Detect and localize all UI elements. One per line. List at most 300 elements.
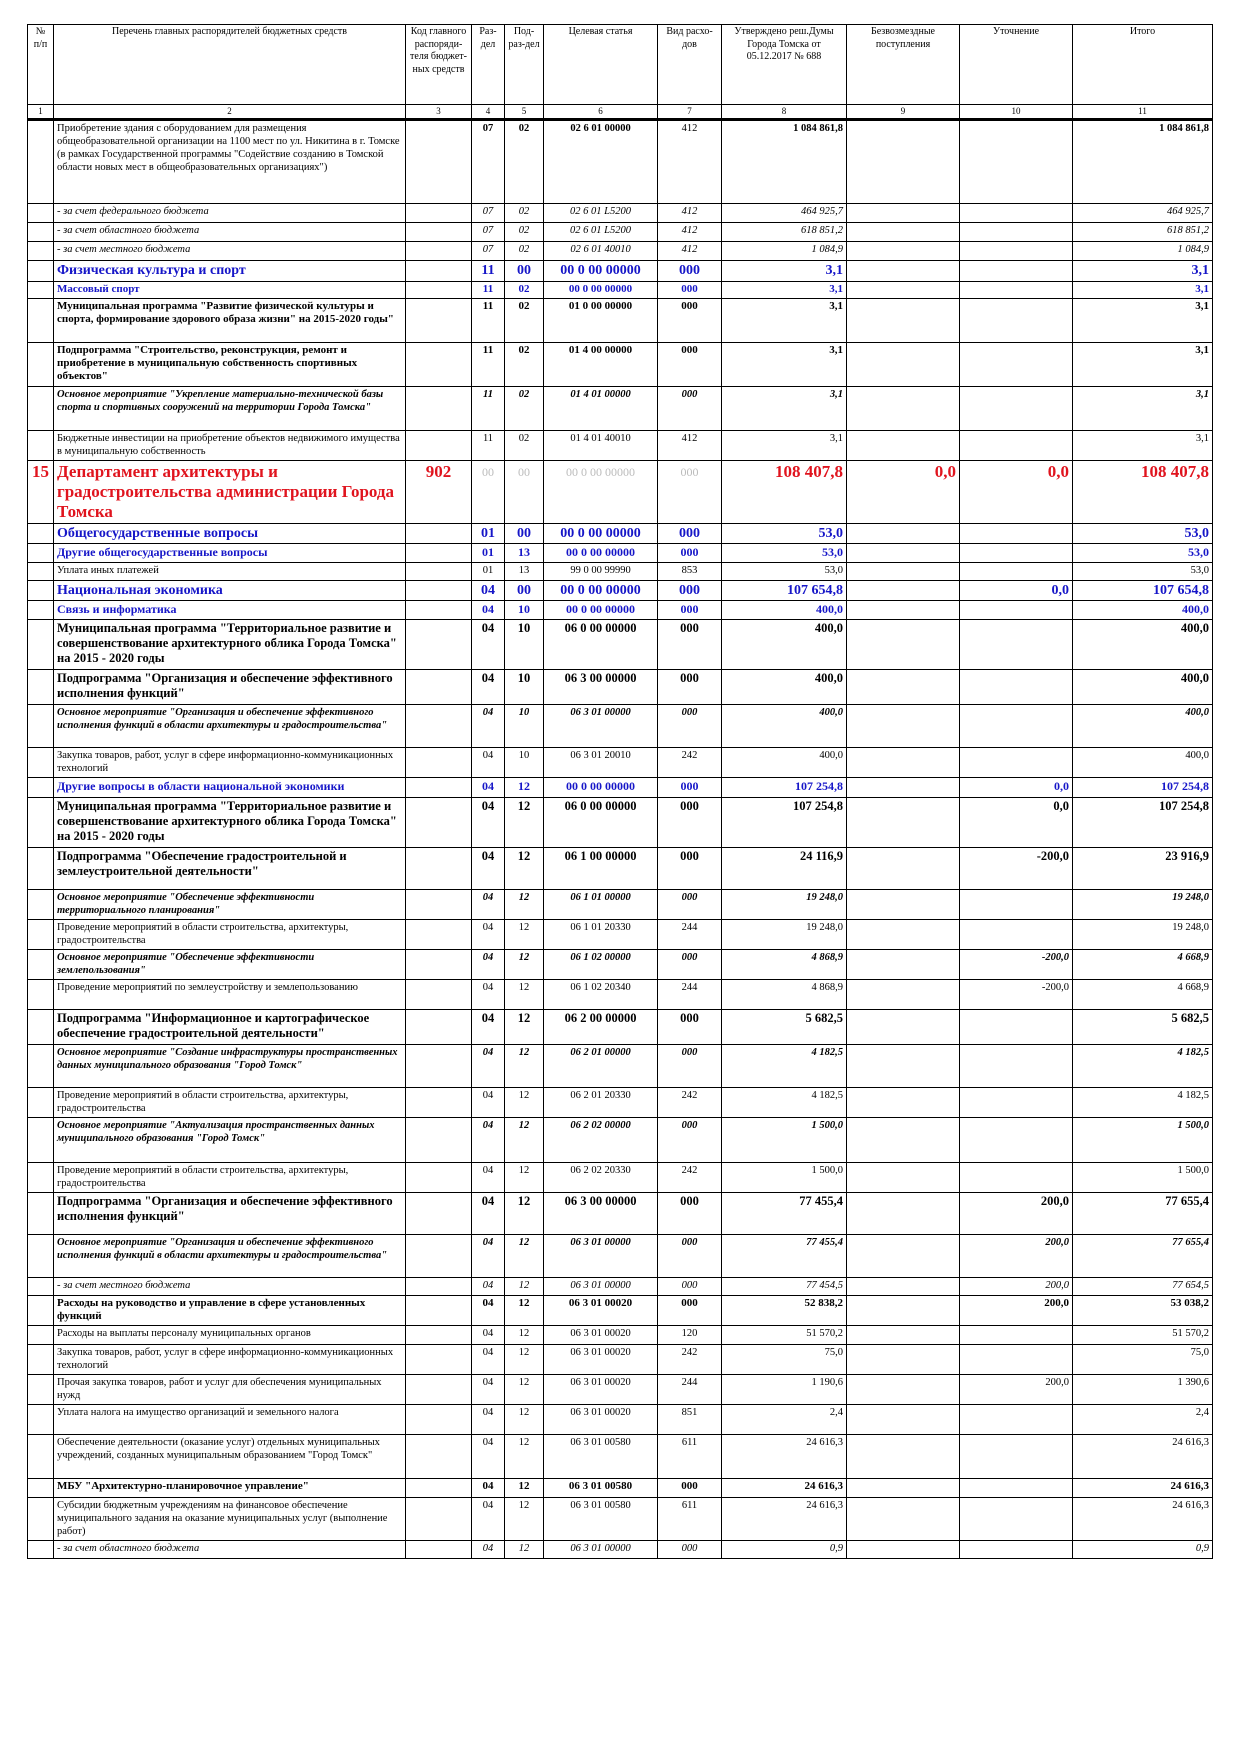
row-clarification xyxy=(960,242,1073,261)
row-expense-type: 000 xyxy=(658,778,722,798)
row-section: 04 xyxy=(472,848,505,890)
row-target-article: 06 2 00 00000 xyxy=(544,1010,658,1045)
table-row xyxy=(28,748,1213,778)
row-subsection: 12 xyxy=(505,1375,544,1405)
row-target-article: 01 0 00 00000 xyxy=(544,299,658,343)
row-subsection: 12 xyxy=(505,1345,544,1375)
row-number xyxy=(28,890,54,920)
row-gratuitous xyxy=(847,1345,960,1375)
row-approved: 400,0 xyxy=(722,748,847,778)
row-expense-type: 000 xyxy=(658,950,722,980)
table-row xyxy=(28,798,1213,848)
row-number xyxy=(28,798,54,848)
row-manager-code xyxy=(406,343,472,387)
row-manager-code xyxy=(406,1088,472,1118)
row-section: 04 xyxy=(472,1163,505,1193)
table-row xyxy=(28,950,1213,980)
row-section: 04 xyxy=(472,1088,505,1118)
table-row xyxy=(28,343,1213,387)
row-name: Основное мероприятие "Обеспечение эффективности территориального планирования" xyxy=(54,890,406,920)
row-subsection: 02 xyxy=(505,120,544,204)
row-target-article: 06 2 01 20330 xyxy=(544,1088,658,1118)
row-subsection: 02 xyxy=(505,299,544,343)
row-gratuitous xyxy=(847,1278,960,1296)
row-clarification xyxy=(960,1326,1073,1345)
row-approved: 3,1 xyxy=(722,343,847,387)
row-target-article: 06 0 00 00000 xyxy=(544,798,658,848)
table-row xyxy=(28,1010,1213,1045)
table-row xyxy=(28,705,1213,748)
row-expense-type: 000 xyxy=(658,581,722,601)
row-gratuitous xyxy=(847,1235,960,1278)
row-name: - за счет местного бюджета xyxy=(54,1278,406,1296)
row-expense-type: 000 xyxy=(658,1045,722,1088)
row-gratuitous xyxy=(847,1088,960,1118)
row-subsection: 12 xyxy=(505,890,544,920)
row-name: Общегосударственные вопросы xyxy=(54,524,406,544)
row-name: Проведение мероприятий в области строительства, архитектуры, градостроительства xyxy=(54,920,406,950)
row-number xyxy=(28,620,54,670)
row-gratuitous xyxy=(847,1118,960,1163)
row-gratuitous xyxy=(847,950,960,980)
row-target-article: 01 4 01 00000 xyxy=(544,387,658,431)
row-target-article: 06 3 01 00020 xyxy=(544,1326,658,1345)
row-expense-type: 000 xyxy=(658,387,722,431)
row-gratuitous xyxy=(847,1405,960,1435)
row-total: 400,0 xyxy=(1073,705,1213,748)
row-number xyxy=(28,1118,54,1163)
row-target-article: 06 3 01 20010 xyxy=(544,748,658,778)
row-manager-code xyxy=(406,848,472,890)
row-manager-code xyxy=(406,1326,472,1345)
row-approved: 4 182,5 xyxy=(722,1088,847,1118)
row-expense-type: 000 xyxy=(658,848,722,890)
row-approved: 3,1 xyxy=(722,261,847,282)
row-approved: 0,9 xyxy=(722,1541,847,1559)
table-row xyxy=(28,1405,1213,1435)
row-manager-code xyxy=(406,544,472,563)
row-approved: 107 254,8 xyxy=(722,798,847,848)
row-name: Расходы на руководство и управление в сфере установленных функций xyxy=(54,1296,406,1326)
row-expense-type: 000 xyxy=(658,1235,722,1278)
row-subsection: 12 xyxy=(505,920,544,950)
table-row xyxy=(28,1163,1213,1193)
row-number xyxy=(28,950,54,980)
row-expense-type: 000 xyxy=(658,1278,722,1296)
row-expense-type: 412 xyxy=(658,120,722,204)
row-gratuitous xyxy=(847,1010,960,1045)
row-target-article: 02 6 01 40010 xyxy=(544,242,658,261)
row-subsection: 12 xyxy=(505,1088,544,1118)
table-row xyxy=(28,461,1213,524)
row-approved: 4 868,9 xyxy=(722,980,847,1010)
row-gratuitous xyxy=(847,1193,960,1235)
table-row xyxy=(28,601,1213,620)
row-target-article: 06 3 01 00580 xyxy=(544,1479,658,1498)
row-subsection: 12 xyxy=(505,778,544,798)
row-approved: 108 407,8 xyxy=(722,461,847,524)
row-total: 53,0 xyxy=(1073,563,1213,581)
row-section: 11 xyxy=(472,343,505,387)
row-approved: 24 616,3 xyxy=(722,1498,847,1541)
row-number: 15 xyxy=(28,461,54,524)
row-clarification xyxy=(960,223,1073,242)
row-expense-type: 242 xyxy=(658,1345,722,1375)
row-total: 24 616,3 xyxy=(1073,1435,1213,1479)
row-target-article: 00 0 00 00000 xyxy=(544,261,658,282)
row-name: Подпрограмма "Организация и обеспечение эффективного исполнения функций" xyxy=(54,670,406,705)
row-manager-code xyxy=(406,1296,472,1326)
row-approved: 618 851,2 xyxy=(722,223,847,242)
row-section: 04 xyxy=(472,798,505,848)
row-expense-type: 244 xyxy=(658,980,722,1010)
row-total: 108 407,8 xyxy=(1073,461,1213,524)
row-approved: 400,0 xyxy=(722,601,847,620)
row-subsection: 12 xyxy=(505,1479,544,1498)
row-section: 04 xyxy=(472,1235,505,1278)
row-gratuitous xyxy=(847,282,960,299)
row-subsection: 12 xyxy=(505,950,544,980)
row-manager-code xyxy=(406,1375,472,1405)
row-target-article: 00 0 00 00000 xyxy=(544,461,658,524)
row-total: 23 916,9 xyxy=(1073,848,1213,890)
row-number xyxy=(28,1278,54,1296)
row-approved: 2,4 xyxy=(722,1405,847,1435)
row-expense-type: 242 xyxy=(658,748,722,778)
row-approved: 107 654,8 xyxy=(722,581,847,601)
table-row xyxy=(28,1296,1213,1326)
row-expense-type: 244 xyxy=(658,920,722,950)
row-target-article: 06 1 02 00000 xyxy=(544,950,658,980)
row-subsection: 10 xyxy=(505,670,544,705)
header-number: № п/п xyxy=(28,25,54,105)
row-target-article: 06 3 00 00000 xyxy=(544,670,658,705)
row-gratuitous xyxy=(847,223,960,242)
row-gratuitous xyxy=(847,920,960,950)
row-clarification xyxy=(960,204,1073,223)
row-section: 04 xyxy=(472,1326,505,1345)
table-row xyxy=(28,581,1213,601)
row-expense-type: 000 xyxy=(658,461,722,524)
row-approved: 19 248,0 xyxy=(722,920,847,950)
row-target-article: 01 4 00 00000 xyxy=(544,343,658,387)
row-name: Уплата иных платежей xyxy=(54,563,406,581)
row-manager-code xyxy=(406,524,472,544)
row-name: МБУ "Архитектурно-планировочное управление" xyxy=(54,1479,406,1498)
row-number xyxy=(28,670,54,705)
row-section: 01 xyxy=(472,544,505,563)
header-section: Раз-дел xyxy=(472,25,505,105)
row-name: Приобретение здания с оборудованием для размещения общеобразовательной организации на 1100 мест по ул. Никитина в г. Томске (в рамках Государственной программы "Содействие созданию в Томской области новых мест в общеобразовательных организациях") xyxy=(54,120,406,204)
row-target-article: 06 3 01 00020 xyxy=(544,1296,658,1326)
row-approved: 24 616,3 xyxy=(722,1435,847,1479)
row-section: 04 xyxy=(472,1278,505,1296)
row-approved: 77 455,4 xyxy=(722,1235,847,1278)
row-section: 04 xyxy=(472,1296,505,1326)
colnum: 2 xyxy=(54,105,406,120)
row-expense-type: 000 xyxy=(658,705,722,748)
row-gratuitous xyxy=(847,1375,960,1405)
row-gratuitous xyxy=(847,431,960,461)
row-expense-type: 000 xyxy=(658,620,722,670)
row-approved: 3,1 xyxy=(722,299,847,343)
row-manager-code xyxy=(406,798,472,848)
row-expense-type: 000 xyxy=(658,1479,722,1498)
colnum: 3 xyxy=(406,105,472,120)
row-number xyxy=(28,1498,54,1541)
row-name: Муниципальная программа "Территориальное развитие и совершенствование архитектурного облика Города Томска" на 2015 - 2020 годы xyxy=(54,620,406,670)
row-target-article: 06 2 02 00000 xyxy=(544,1118,658,1163)
colnum: 9 xyxy=(847,105,960,120)
row-clarification: 200,0 xyxy=(960,1296,1073,1326)
row-expense-type: 000 xyxy=(658,282,722,299)
row-subsection: 12 xyxy=(505,1193,544,1235)
row-number xyxy=(28,581,54,601)
row-target-article: 06 2 02 20330 xyxy=(544,1163,658,1193)
row-target-article: 02 6 01 L5200 xyxy=(544,204,658,223)
row-expense-type: 412 xyxy=(658,242,722,261)
header-target-article: Целевая статья xyxy=(544,25,658,105)
row-approved: 3,1 xyxy=(722,387,847,431)
row-manager-code xyxy=(406,601,472,620)
row-total: 618 851,2 xyxy=(1073,223,1213,242)
row-approved: 1 084,9 xyxy=(722,242,847,261)
row-number xyxy=(28,1193,54,1235)
row-clarification xyxy=(960,282,1073,299)
row-subsection: 00 xyxy=(505,261,544,282)
row-name: Основное мероприятие "Создание инфраструктуры пространственных данных муниципального образования "Город Томск" xyxy=(54,1045,406,1088)
row-subsection: 10 xyxy=(505,601,544,620)
row-subsection: 12 xyxy=(505,1541,544,1559)
row-name: Основное мероприятие "Организация и обеспечение эффективного исполнения функций в области архитектуры и градостроительства" xyxy=(54,705,406,748)
row-manager-code xyxy=(406,223,472,242)
row-subsection: 10 xyxy=(505,705,544,748)
row-clarification xyxy=(960,1479,1073,1498)
row-clarification xyxy=(960,890,1073,920)
row-expense-type: 000 xyxy=(658,798,722,848)
row-total: 1 084,9 xyxy=(1073,242,1213,261)
row-gratuitous xyxy=(847,1435,960,1479)
row-gratuitous xyxy=(847,387,960,431)
row-total: 2,4 xyxy=(1073,1405,1213,1435)
row-target-article: 06 1 01 20330 xyxy=(544,920,658,950)
row-clarification xyxy=(960,705,1073,748)
table-row xyxy=(28,242,1213,261)
row-subsection: 12 xyxy=(505,1118,544,1163)
row-gratuitous xyxy=(847,544,960,563)
row-subsection: 02 xyxy=(505,223,544,242)
row-total: 3,1 xyxy=(1073,431,1213,461)
row-manager-code: 902 xyxy=(406,461,472,524)
row-number xyxy=(28,1010,54,1045)
row-total: 53 038,2 xyxy=(1073,1296,1213,1326)
table-row xyxy=(28,1118,1213,1163)
table-row xyxy=(28,1345,1213,1375)
table-row xyxy=(28,1193,1213,1235)
table-row xyxy=(28,387,1213,431)
table-row xyxy=(28,620,1213,670)
row-manager-code xyxy=(406,620,472,670)
row-total: 53,0 xyxy=(1073,544,1213,563)
row-total: 1 500,0 xyxy=(1073,1163,1213,1193)
row-clarification xyxy=(960,1435,1073,1479)
row-name: Проведение мероприятий по землеустройству и землепользованию xyxy=(54,980,406,1010)
row-name: Муниципальная программа "Территориальное развитие и совершенствование архитектурного облика Города Томска" на 2015 - 2020 годы xyxy=(54,798,406,848)
row-number xyxy=(28,848,54,890)
row-target-article: 06 1 00 00000 xyxy=(544,848,658,890)
row-manager-code xyxy=(406,1235,472,1278)
row-clarification: 0,0 xyxy=(960,581,1073,601)
row-clarification xyxy=(960,1498,1073,1541)
row-total: 400,0 xyxy=(1073,748,1213,778)
row-target-article: 06 3 01 00000 xyxy=(544,1541,658,1559)
row-section: 04 xyxy=(472,748,505,778)
row-subsection: 00 xyxy=(505,581,544,601)
row-section: 11 xyxy=(472,431,505,461)
column-number-row xyxy=(28,105,1213,120)
row-approved: 107 254,8 xyxy=(722,778,847,798)
row-total: 4 668,9 xyxy=(1073,950,1213,980)
row-gratuitous xyxy=(847,1045,960,1088)
row-subsection: 13 xyxy=(505,544,544,563)
row-number xyxy=(28,563,54,581)
row-number xyxy=(28,343,54,387)
row-section: 04 xyxy=(472,1375,505,1405)
row-subsection: 12 xyxy=(505,1278,544,1296)
row-approved: 1 500,0 xyxy=(722,1118,847,1163)
row-gratuitous xyxy=(847,1498,960,1541)
row-name: Другие общегосударственные вопросы xyxy=(54,544,406,563)
row-total: 3,1 xyxy=(1073,299,1213,343)
row-target-article: 06 0 00 00000 xyxy=(544,620,658,670)
row-approved: 75,0 xyxy=(722,1345,847,1375)
row-name: Закупка товаров, работ, услуг в сфере информационно-коммуникационных технологий xyxy=(54,1345,406,1375)
row-gratuitous xyxy=(847,601,960,620)
row-gratuitous xyxy=(847,798,960,848)
row-total: 400,0 xyxy=(1073,601,1213,620)
row-total: 4 668,9 xyxy=(1073,980,1213,1010)
row-approved: 1 084 861,8 xyxy=(722,120,847,204)
row-name: Основное мероприятие "Организация и обеспечение эффективного исполнения функций в области архитектуры и градостроительства" xyxy=(54,1235,406,1278)
row-approved: 24 116,9 xyxy=(722,848,847,890)
row-clarification: -200,0 xyxy=(960,980,1073,1010)
row-number xyxy=(28,282,54,299)
row-approved: 400,0 xyxy=(722,670,847,705)
row-total: 0,9 xyxy=(1073,1541,1213,1559)
row-approved: 52 838,2 xyxy=(722,1296,847,1326)
row-clarification xyxy=(960,431,1073,461)
table-row xyxy=(28,1045,1213,1088)
row-expense-type: 853 xyxy=(658,563,722,581)
row-approved: 464 925,7 xyxy=(722,204,847,223)
row-manager-code xyxy=(406,1278,472,1296)
row-name: Другие вопросы в области национальной экономики xyxy=(54,778,406,798)
row-name: Подпрограмма "Обеспечение градостроительной и землеустроительной деятельности" xyxy=(54,848,406,890)
row-number xyxy=(28,544,54,563)
row-gratuitous xyxy=(847,581,960,601)
row-section: 01 xyxy=(472,563,505,581)
row-number xyxy=(28,1541,54,1559)
row-subsection: 12 xyxy=(505,1435,544,1479)
row-section: 04 xyxy=(472,1193,505,1235)
row-manager-code xyxy=(406,890,472,920)
row-section: 07 xyxy=(472,242,505,261)
row-number xyxy=(28,1163,54,1193)
row-clarification xyxy=(960,120,1073,204)
row-subsection: 02 xyxy=(505,242,544,261)
header-gratuitous: Безвозмездные поступления xyxy=(847,25,960,105)
row-manager-code xyxy=(406,120,472,204)
row-clarification xyxy=(960,563,1073,581)
row-name: Основное мероприятие "Укрепление материально-технической базы спорта и спортивных сооружений на территории Города Томска" xyxy=(54,387,406,431)
row-approved: 3,1 xyxy=(722,282,847,299)
table-row xyxy=(28,1479,1213,1498)
row-name: Связь и информатика xyxy=(54,601,406,620)
row-expense-type: 120 xyxy=(658,1326,722,1345)
row-manager-code xyxy=(406,299,472,343)
row-expense-type: 000 xyxy=(658,1541,722,1559)
row-section: 11 xyxy=(472,299,505,343)
row-manager-code xyxy=(406,387,472,431)
row-approved: 24 616,3 xyxy=(722,1479,847,1498)
row-section: 04 xyxy=(472,1498,505,1541)
row-manager-code xyxy=(406,1010,472,1045)
row-section: 04 xyxy=(472,601,505,620)
row-total: 1 500,0 xyxy=(1073,1118,1213,1163)
row-subsection: 12 xyxy=(505,1296,544,1326)
row-manager-code xyxy=(406,581,472,601)
row-approved: 77 455,4 xyxy=(722,1193,847,1235)
row-target-article: 06 1 02 20340 xyxy=(544,980,658,1010)
row-subsection: 12 xyxy=(505,1405,544,1435)
row-total: 3,1 xyxy=(1073,282,1213,299)
table-row xyxy=(28,848,1213,890)
row-target-article: 06 3 01 00020 xyxy=(544,1405,658,1435)
row-approved: 77 454,5 xyxy=(722,1278,847,1296)
row-section: 07 xyxy=(472,120,505,204)
colnum: 11 xyxy=(1073,105,1213,120)
row-number xyxy=(28,223,54,242)
row-subsection: 12 xyxy=(505,980,544,1010)
row-name: Физическая культура и спорт xyxy=(54,261,406,282)
row-clarification: -200,0 xyxy=(960,950,1073,980)
budget-sheet xyxy=(27,24,1212,1559)
row-subsection: 12 xyxy=(505,1045,544,1088)
row-target-article: 06 3 00 00000 xyxy=(544,1193,658,1235)
row-clarification: 0,0 xyxy=(960,461,1073,524)
row-approved: 400,0 xyxy=(722,705,847,748)
row-expense-type: 000 xyxy=(658,1193,722,1235)
row-target-article: 01 4 01 40010 xyxy=(544,431,658,461)
row-name: Подпрограмма "Строительство, реконструкция, ремонт и приобретение в муниципальную собственность спортивных объектов" xyxy=(54,343,406,387)
row-expense-type: 242 xyxy=(658,1163,722,1193)
row-gratuitous xyxy=(847,848,960,890)
row-number xyxy=(28,1479,54,1498)
colnum: 10 xyxy=(960,105,1073,120)
row-manager-code xyxy=(406,778,472,798)
row-approved: 4 182,5 xyxy=(722,1045,847,1088)
row-expense-type: 000 xyxy=(658,1296,722,1326)
row-gratuitous xyxy=(847,748,960,778)
row-number xyxy=(28,705,54,748)
row-subsection: 02 xyxy=(505,431,544,461)
row-target-article: 06 3 01 00580 xyxy=(544,1435,658,1479)
row-expense-type: 412 xyxy=(658,431,722,461)
row-section: 04 xyxy=(472,1010,505,1045)
row-number xyxy=(28,748,54,778)
row-subsection: 02 xyxy=(505,282,544,299)
row-target-article: 06 3 01 00020 xyxy=(544,1345,658,1375)
